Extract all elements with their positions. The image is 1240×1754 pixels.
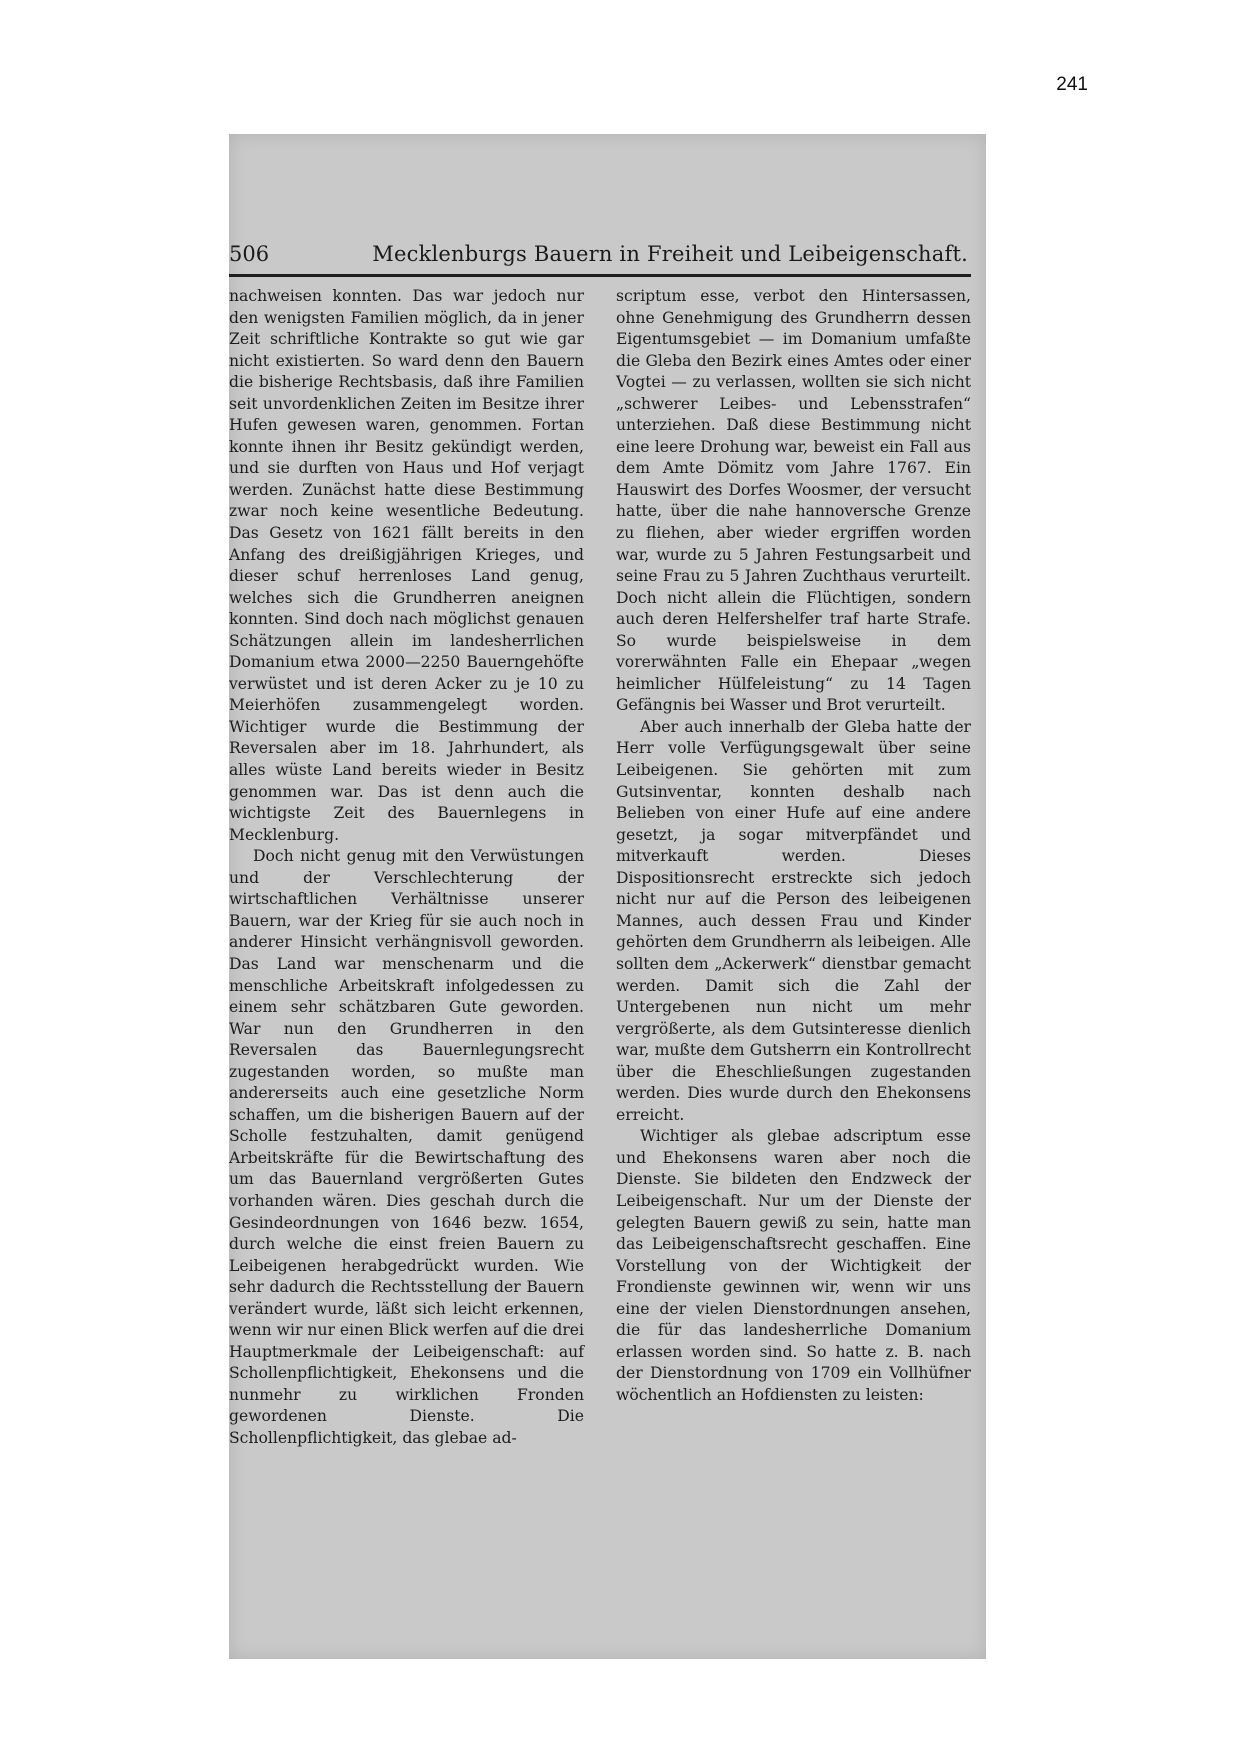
right-column xyxy=(616,286,971,1406)
paragraph: Aber auch innerhalb der Gleba hatte der Herr volle Verfügungsgewalt über seine Leibeigenen. Sie gehörten mit zum Gutsinventar, konnten deshalb nach Belieben von einer Hufe auf eine andere gesetzt, ja sogar mitverpfändet und mitverkauft werden. Dieses Dispositionsrecht erstreckte sich jedoch nicht nur auf die Person des leibeigenen Mannes, auch dessen Frau und Kinder gehörten dem Grundherrn als leibeigen. Alle sollten dem „Ackerwerk“ dienstbar gemacht werden. Damit sich die Zahl der Untergebenen nun nicht um mehr vergrößerte, als dem Gutsinteresse dienlich war, mußte dem Gutsherrn ein Kontrollrecht über die Eheschließungen zugestanden werden. Dies wurde durch den Ehekonsens erreicht. xyxy=(616,717,971,1124)
left-column xyxy=(229,286,584,1450)
paragraph: Doch nicht genug mit den Verwüstungen und der Verschlechterung der wirtschaftlichen Verhältnisse unserer Bauern, war der Krieg für sie auch noch in anderer Hinsicht verhängnisvoll geworden. Das Land war menschenarm und die menschliche Arbeitskraft infolgedessen zu einem sehr schätzbaren Gute geworden. War nun den Grundherren in den Reversalen das Bauernlegungsrecht zugestanden worden, so mußte man andererseits auch eine gesetzliche Norm schaffen, um die bisherigen Bauern auf der Scholle festzuhalten, damit genügend Arbeitskräfte für die Bewirtschaftung des um das Bauernland vergrößerten Gutes vorhanden wären. Dies geschah durch die Gesindeordnungen von 1646 bezw. 1654, durch welche die einst freien Bauern zu Leibeigenen herabgedrückt wurden. Wie sehr dadurch die Rechtsstellung der Bauern verändert wurde, läßt sich leicht erkennen, wenn wir nur einen Blick werfen auf die drei Hauptmerkmale der Leibeigenschaft: auf Schollenpflichtigkeit, Ehekonsens und die nunmehr zu wirklichen Fronden gewordenen Dienste. Die Schollenpflichtigkeit, das glebae ad- xyxy=(229,847,584,1447)
clipping-page-number: 506 xyxy=(229,242,270,266)
newspaper-clipping xyxy=(229,134,986,1659)
paragraph: scriptum esse, verbot den Hintersassen, ohne Genehmigung des Grundherrn dessen Eigentumsgebiet — im Domanium umfaßte die Gleba den Bezirk eines Amtes oder einer Vogtei — zu verlassen, wollten sie sich nicht „schwerer Leibes- und Lebensstrafen“ unterziehen. Daß diese Bestimmung nicht eine leere Drohung war, beweist ein Fall aus dem Amte Dömitz vom Jahre 1767. Ein Hauswirt des Dorfes Woosmer, der versucht hatte, über die nahe hannoversche Grenze zu fliehen, aber wieder ergriffen worden war, wurde zu 5 Jahren Festungsarbeit und seine Frau zu 5 Jahren Zuchthaus verurteilt. Doch nicht allein die Flüchtigen, sondern auch deren Helfershelfer traf harte Strafe. So wurde beispielsweise in dem vorerwähnten Falle ein Ehepaar „wegen heimlicher Hülfeleistung“ zu 14 Tagen Gefängnis bei Wasser und Brot verurteilt. xyxy=(616,287,971,715)
running-head: Mecklenburgs Bauern in Freiheit und Leibeigenschaft. xyxy=(372,242,968,266)
header-rule xyxy=(229,274,971,277)
clipping-header xyxy=(229,242,986,272)
paragraph: nachweisen konnten. Das war jedoch nur den wenigsten Familien möglich, da in jener Zeit schriftliche Kontrakte so gut wie gar nicht existierten. So ward denn den Bauern die bisherige Rechtsbasis, daß ihre Familien seit unvordenklichen Zeiten im Besitze ihrer Hufen gewesen waren, genommen. Fortan konnte ihnen ihr Besitz gekündigt werden, und sie durften von Haus und Hof verjagt werden. Zunächst hatte diese Bestimmung zwar noch keine wesentliche Bedeutung. Das Gesetz von 1621 fällt bereits in den Anfang des dreißigjährigen Krieges, und dieser schuf herrenloses Land genug, welches sich die Grundherren aneignen konnten. Sind doch nach möglichst genauen Schätzungen allein im landesherrlichen Domanium etwa 2000—2250 Bauerngehöfte verwüstet und ist deren Acker zu je 10 zu Meierhöfen zusammengelegt worden. Wichtiger wurde die Bestimmung der Reversalen aber im 18. Jahrhundert, als alles wüste Land bereits wieder in Besitz genommen war. Das ist denn auch die wichtigste Zeit des Bauernlegens in Mecklenburg. xyxy=(229,287,584,844)
paragraph: Wichtiger als glebae adscriptum esse und Ehekonsens waren aber noch die Dienste. Sie bildeten den Endzweck der Leibeigenschaft. Nur um der Dienste der gelegten Bauern gewiß zu sein, hatte man das Leibeigenschaftsrecht geschaffen. Eine Vorstellung von der Wichtigkeit der Frondienste gewinnen wir, wenn wir uns eine der vielen Dienstordnungen ansehen, die für das landesherrliche Domanium erlassen worden sind. So hatte z. B. nach der Dienstordnung von 1709 ein Vollhüfner wöchentlich an Hofdiensten zu leisten: xyxy=(616,1127,971,1404)
archive-page-number: 241 xyxy=(1056,74,1088,95)
